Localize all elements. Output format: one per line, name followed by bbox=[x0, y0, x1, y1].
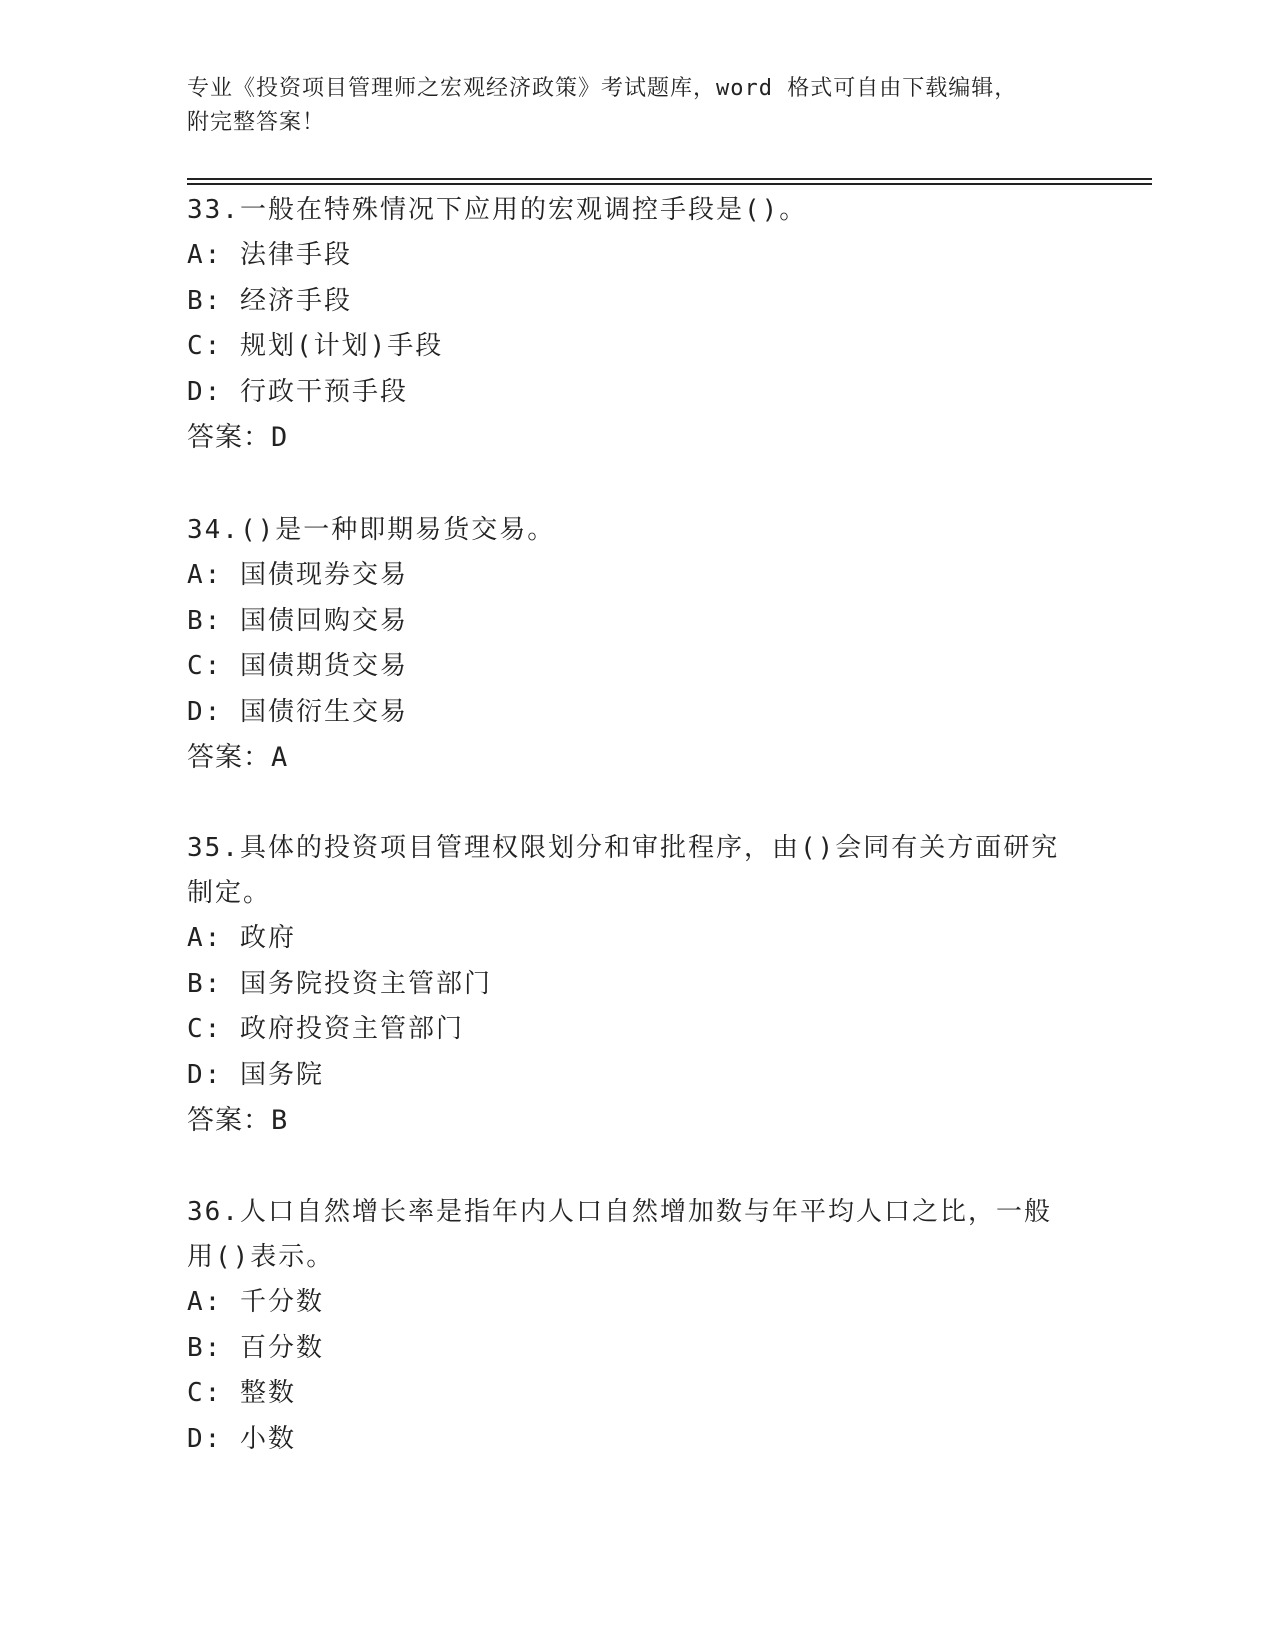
option-b: B: 国债回购交易 bbox=[187, 605, 408, 636]
option-d: D: 国债衍生交易 bbox=[187, 696, 408, 727]
option-a: A: 法律手段 bbox=[187, 240, 352, 270]
question-stem: 33.一般在特殊情况下应用的宏观调控手段是()。 bbox=[187, 195, 808, 225]
question-34 bbox=[187, 508, 1087, 780]
question-33 bbox=[187, 188, 1087, 460]
option-c: C: 国债期货交易 bbox=[187, 651, 408, 682]
answer-value: D bbox=[271, 422, 288, 454]
header-line-1: 专业《投资项目管理师之宏观经济政策》考试题库，word 格式可自由下载编辑， bbox=[187, 76, 1018, 101]
option-c: C: 政府投资主管部门 bbox=[187, 1014, 464, 1045]
answer-line bbox=[187, 415, 1087, 460]
answer-value: A bbox=[271, 742, 288, 774]
question-stem-line-1: 36.人口自然增长率是指年内人口自然增加数与年平均人口之比，一般 bbox=[187, 1197, 1052, 1227]
question-36 bbox=[187, 1190, 1087, 1462]
answer-label: 答案： bbox=[187, 742, 271, 774]
answer-line bbox=[187, 1098, 1087, 1143]
question-stem: 34.()是一种即期易货交易。 bbox=[187, 515, 556, 545]
document-header bbox=[187, 72, 1087, 140]
option-a: A: 国债现券交易 bbox=[187, 560, 408, 590]
header-divider-bottom bbox=[187, 183, 1152, 185]
header-divider-top bbox=[187, 178, 1152, 180]
question-35 bbox=[187, 826, 1087, 1143]
answer-label: 答案： bbox=[187, 422, 271, 454]
option-b: B: 国务院投资主管部门 bbox=[187, 968, 492, 999]
answer-value: B bbox=[271, 1105, 288, 1137]
question-stem-line-2: 用()表示。 bbox=[187, 1242, 335, 1272]
option-a: A: 政府 bbox=[187, 923, 296, 953]
header-line-2: 附完整答案！ bbox=[187, 110, 326, 135]
option-b: B: 经济手段 bbox=[187, 285, 352, 316]
question-stem-line-2: 制定。 bbox=[187, 878, 272, 908]
option-b: B: 百分数 bbox=[187, 1332, 324, 1363]
option-d: D: 行政干预手段 bbox=[187, 376, 408, 407]
option-d: D: 小数 bbox=[187, 1423, 296, 1454]
option-c: C: 整数 bbox=[187, 1378, 296, 1409]
option-a: A: 千分数 bbox=[187, 1287, 324, 1317]
option-d: D: 国务院 bbox=[187, 1059, 324, 1090]
option-c: C: 规划(计划)手段 bbox=[187, 331, 444, 362]
question-stem-line-1: 35.具体的投资项目管理权限划分和审批程序，由()会同有关方面研究 bbox=[187, 833, 1060, 863]
answer-label: 答案： bbox=[187, 1105, 271, 1137]
answer-line bbox=[187, 735, 1087, 780]
